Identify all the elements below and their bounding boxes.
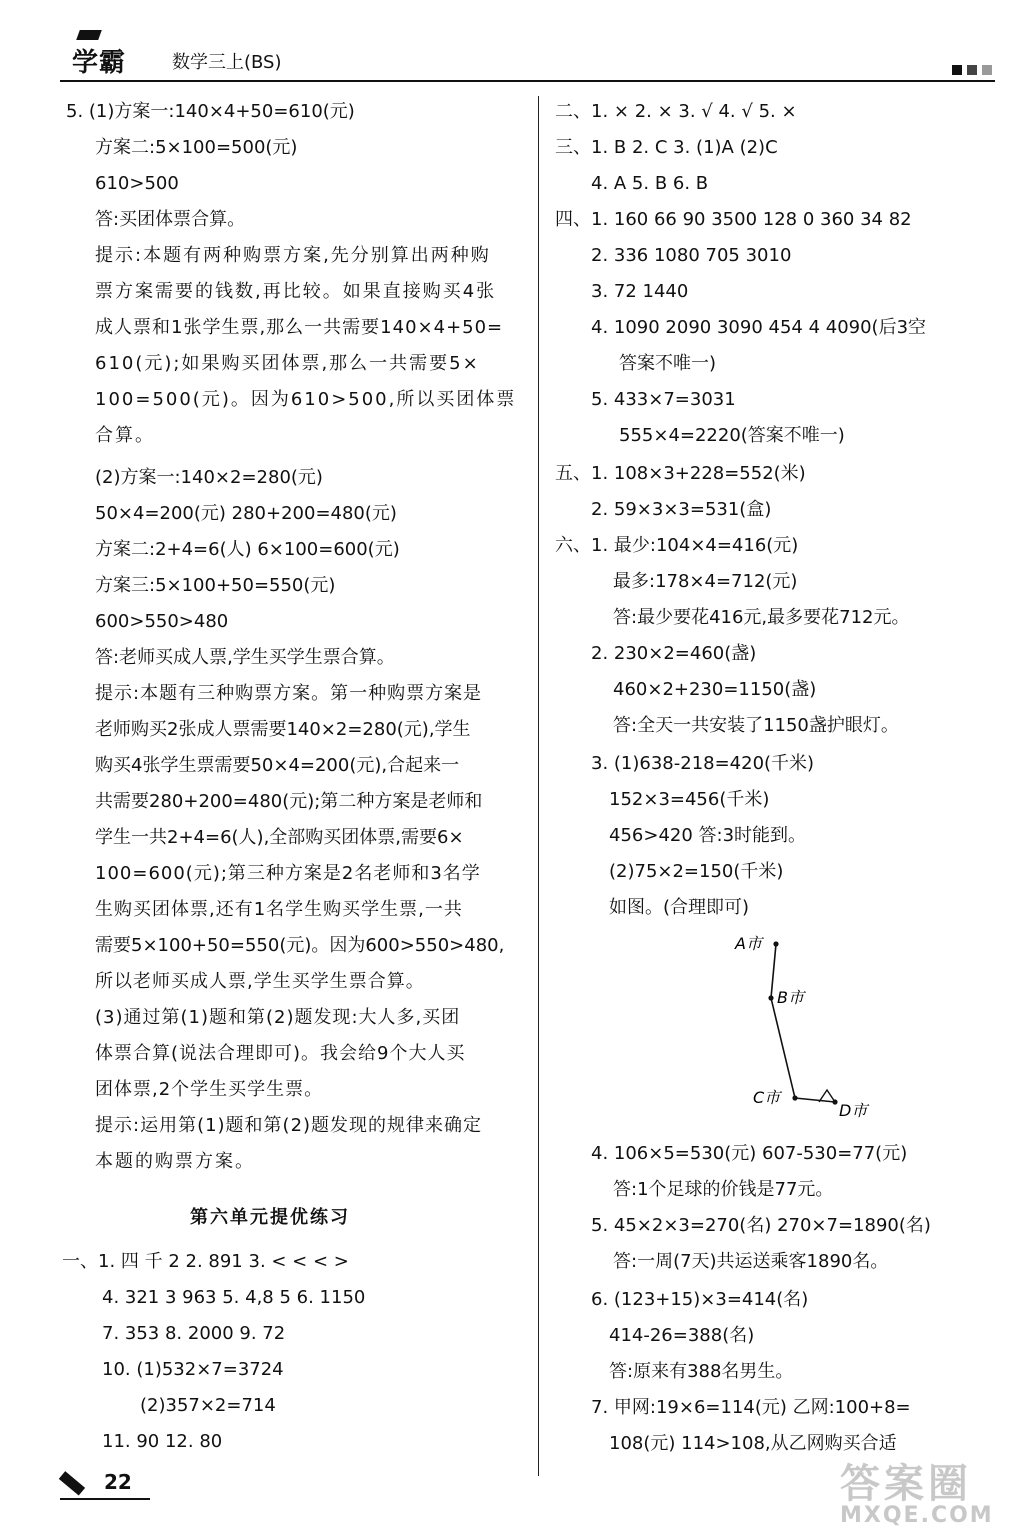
footer-rule [60, 1498, 150, 1500]
answer-line: 三、1. B 2. C 3. (1)A (2)C [555, 137, 778, 158]
answer-line: 六、1. 最少:104×4=416(元) [555, 535, 799, 556]
answer-line: 5. 433×7=3031 [591, 389, 736, 410]
hint-line: 提示:运用第(1)题和第(2)题发现的规律来确定 [95, 1115, 483, 1136]
answer-line: 答:买团体票合算。 [95, 209, 246, 230]
point-c [792, 1095, 797, 1100]
answer-line: 二、1. × 2. × 3. √ 4. √ 5. × [555, 101, 797, 122]
hint-line: 老师购买2张成人票需要140×2=280(元),学生 [95, 719, 471, 740]
point-b [768, 995, 773, 1000]
book-title: 数学三上(BS) [172, 52, 282, 73]
answer-line: 4. 321 3 963 5. 4,8 5 6. 1150 [102, 1287, 366, 1308]
hint-line: 票方案需要的钱数,再比较。如果直接购买4张 [95, 281, 497, 302]
answer-line: 团体票,2个学生买学生票。 [95, 1079, 324, 1100]
hint-line: 学生一共2+4=6(人),全部购买团体票,需要6× [95, 827, 464, 848]
hint-line: 成人票和1张学生票,那么一共需要140×4+50= [95, 317, 504, 338]
answer-line: 414-26=388(名) [609, 1325, 755, 1346]
answer-line: (2)方案一:140×2=280(元) [95, 467, 323, 488]
answer-line: 7. 353 8. 2000 9. 72 [102, 1323, 286, 1344]
answer-line: 答案不唯一) [619, 353, 717, 374]
answer-line: 600>550>480 [95, 611, 229, 632]
header-rule [60, 80, 995, 82]
answer-line: 答:老师买成人票,学生买学生票合算。 [95, 647, 395, 668]
hint-line: 生购买团体票,还有1名学生购买学生票,一共 [95, 899, 463, 920]
hint-line: 所以老师买成人票,学生买学生票合算。 [95, 971, 425, 992]
answer-line: 4. A 5. B 6. B [591, 173, 709, 194]
answer-line: (2)75×2=150(千米) [609, 861, 784, 882]
answer-line: 五、1. 108×3+228=552(米) [555, 463, 806, 484]
answer-line: 答:最少要花416元,最多要花712元。 [613, 607, 910, 628]
decor-square-icon [982, 65, 992, 75]
answer-line: 答:原来有388名男生。 [609, 1361, 794, 1382]
page-footer [60, 1466, 150, 1496]
hint-line: 100=600(元);第三种方案是2名老师和3名学 [95, 863, 481, 884]
answer-line: 2. 59×3×3=531(盒) [591, 499, 772, 520]
answer-line: 456>420 答:3时能到。 [609, 825, 807, 846]
hint-line: 提示:本题有两种购票方案,先分别算出两种购 [95, 245, 491, 266]
answer-line: 610>500 [95, 173, 179, 194]
answer-line: 答:全天一共安装了1150盏护眼灯。 [613, 715, 899, 736]
label-b: B市 [777, 988, 804, 1007]
label-a: A市 [735, 934, 762, 953]
answer-line: 答:一周(7天)共运送乘客1890名。 [613, 1251, 889, 1272]
answer-line: 方案三:5×100+50=550(元) [95, 575, 336, 596]
answer-line: 最多:178×4=712(元) [613, 571, 798, 592]
answer-line: 4. 106×5=530(元) 607-530=77(元) [591, 1143, 908, 1164]
answer-line: 3. 72 1440 [591, 281, 689, 302]
answer-line: 4. 1090 2090 3090 454 4 4090(后3空 [591, 317, 927, 338]
answer-line: (3)通过第(1)题和第(2)题发现:大人多,买团 [95, 1007, 461, 1028]
answer-line: 10. (1)532×7=3724 [102, 1359, 284, 1380]
answer-line: 2. 336 1080 705 3010 [591, 245, 792, 266]
answer-line: 5. (1)方案一:140×4+50=610(元) [66, 101, 355, 122]
point-a [773, 941, 778, 946]
answer-line: 四、1. 160 66 90 3500 128 0 360 34 82 [555, 209, 912, 230]
section-title: 第六单元提优练习 [190, 1207, 350, 1228]
route-segment [771, 944, 776, 998]
route-map [729, 926, 909, 1126]
hint-line: 本题的购票方案。 [95, 1151, 255, 1172]
label-c: C市 [753, 1088, 781, 1107]
hint-line: 共需要280+200=480(元);第二种方案是老师和 [95, 791, 483, 812]
answer-line: 555×4=2220(答案不唯一) [619, 425, 845, 446]
hint-line: 需要5×100+50=550(元)。因为600>550>480, [95, 935, 505, 956]
column-divider [538, 96, 539, 1476]
hint-line: 100=500(元)。因为610>500,所以买团体票 [95, 389, 517, 410]
hint-line: 合算。 [95, 425, 155, 446]
answer-line: 50×4=200(元) 280+200=480(元) [95, 503, 397, 524]
watermark-title: 答案圈 [840, 1461, 972, 1507]
answer-line: 108(元) 114>108,从乙网购买合适 [609, 1433, 897, 1454]
hint-line: 购买4张学生票需要50×4=200(元),合起来一 [95, 755, 460, 776]
point-d [832, 1099, 837, 1104]
answer-line: 一、1. 四 千 2 2. 891 3. < < < > [62, 1251, 349, 1272]
watermark-domain: MXQE.COM [840, 1503, 994, 1528]
answer-line: 7. 甲网:19×6=114(元) 乙网:100+8= [591, 1397, 911, 1418]
pencil-icon [59, 1471, 85, 1495]
answer-line: 2. 230×2=460(盏) [591, 643, 757, 664]
graduation-cap-icon [76, 30, 102, 40]
page-number: 22 [104, 1470, 132, 1494]
answer-line: 答:1个足球的价钱是77元。 [613, 1179, 834, 1200]
answer-line: 460×2+230=1150(盏) [613, 679, 817, 700]
answer-line: 11. 90 12. 80 [102, 1431, 223, 1452]
hint-line: 提示:本题有三种购票方案。第一种购票方案是 [95, 683, 483, 704]
route-segment [771, 998, 795, 1098]
answer-line: 152×3=456(千米) [609, 789, 770, 810]
decor-square-icon [967, 65, 977, 75]
answer-line: 3. (1)638-218=420(千米) [591, 753, 815, 774]
answer-line: 如图。(合理即可) [609, 897, 750, 918]
answer-line: 方案二:5×100=500(元) [95, 137, 298, 158]
watermark [840, 1452, 994, 1528]
answer-line: 方案二:2+4=6(人) 6×100=600(元) [95, 539, 400, 560]
answer-line: 体票合算(说法合理即可)。我会给9个大人买 [95, 1043, 466, 1064]
hint-line: 610(元);如果购买团体票,那么一共需要5× [95, 353, 480, 374]
answer-line: 5. 45×2×3=270(名) 270×7=1890(名) [591, 1215, 931, 1236]
page-header [60, 38, 995, 84]
label-d: D市 [839, 1101, 868, 1120]
answer-line: (2)357×2=714 [140, 1395, 276, 1416]
answer-line: 6. (123+15)×3=414(名) [591, 1289, 809, 1310]
decor-square-icon [952, 65, 962, 75]
brand-logo: 学霸 [72, 48, 127, 78]
route-segment [795, 1098, 835, 1102]
